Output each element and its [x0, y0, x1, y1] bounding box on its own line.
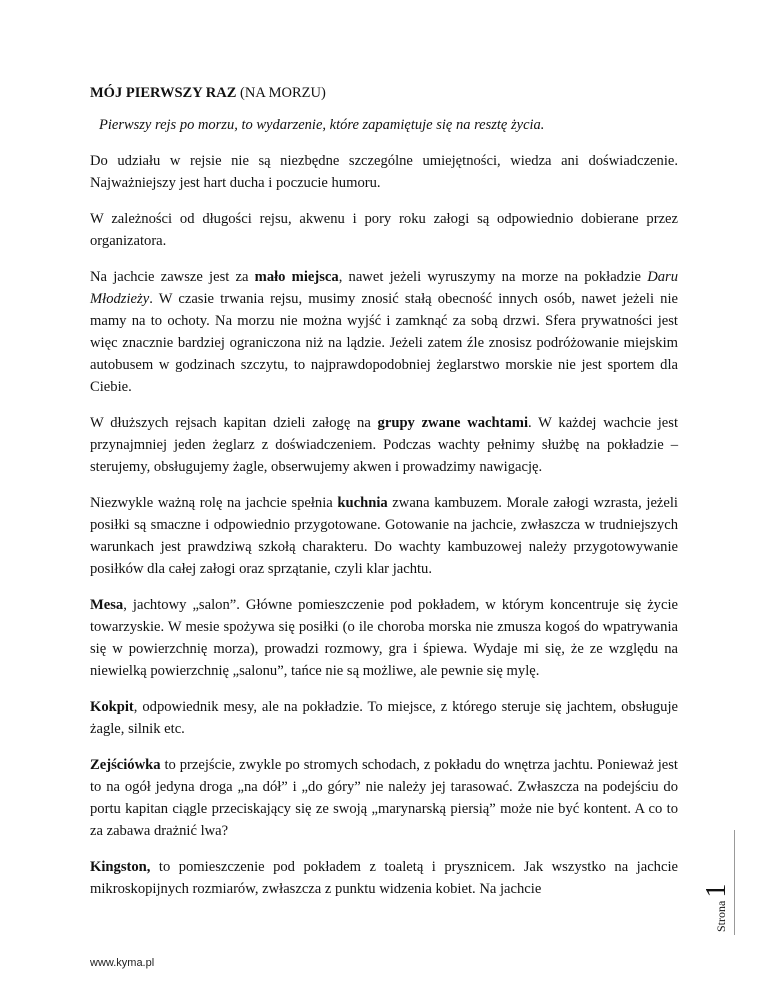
page-label: Strona [714, 900, 728, 932]
document-body [90, 82, 678, 914]
bold-term: mało miejsca [254, 269, 339, 285]
italic-term: Daru Młodzieży [90, 269, 678, 307]
paragraph-mesa: Mesa, jachtowy „salon”. Główne pomieszczenie pod pokładem, w którym koncentruje się życie towarzyskie. W mesie spożywa się posiłki (o ile choroba morska nie zmusza kogoś do wpatrywania się w powierzchnię morza), prowadzi rozmowy, gra i śpiewa. Wydaje mi się, że ze względu na niewielką powierzchnię „salonu”, tańce nie są możliwe, ale pewnie się mylę. [90, 597, 678, 679]
paragraph-watches: W dłuższych rejsach kapitan dzieli załogę na grupy zwane wachtami. W każdej wachcie jest przynajmniej jeden żeglarz z doświadczeniem. Podczas wachty pełnimy służbę na pokładzie – sterujemy, obsługujemy żagle, obserwujemy akwen i prowadzimy nawigację. [90, 415, 679, 475]
title-rest: (NA MORZU) [236, 85, 326, 101]
title-bold: MÓJ PIERWSZY RAZ [90, 85, 237, 101]
bold-term: Kingston, [90, 859, 151, 875]
paragraph-zejsciowka: Zejściówka to przejście, zwykle po stromych schodach, z pokładu do wnętrza jachtu. Ponieważ jest to na ogół jedyna droga „na dół” i „do góry” nie należy jej tarasować. Zwłaszcza na podejściu do portu kapitan ciągle przeciskający się ze swoją „marynarską piersią” może nie być kontent. A co to za zabawa drażnić lwa? [90, 757, 678, 839]
bold-term: grupy zwane wachtami [377, 415, 529, 431]
page-number-divider [734, 830, 735, 935]
paragraph-kokpit: Kokpit, odpowiednik mesy, ale na pokładzie. To miejsce, z którego steruje się jachtem, obsługuje żagle, silnik etc. [90, 699, 678, 737]
bold-term: Mesa [90, 597, 124, 613]
paragraph-intro: Do udziału w rejsie nie są niezbędne szczególne umiejętności, wiedza ani doświadczenie. Najważniejszy jest hart ducha i poczucie humoru. [90, 153, 678, 191]
bold-term: Zejściówka [90, 757, 161, 773]
paragraph-space: Na jachcie zawsze jest za mało miejsca, nawet jeżeli wyruszymy na morze na pokładzie Daru Młodzieży. W czasie trwania rejsu, musimy znosić stałą obecność innych osób, nawet jeżeli nie mamy na to ochoty. Na morzu nie można wyjść i zamknąć za sobą drzwi. Sfera prywatności jest więc znacznie bardziej ograniczona niż na lądzie. Jeżeli zatem źle znosisz podróżowanie miejskim autobusem w godzinach szczytu, to najprawdopodobniej żeglarstwo morskie nie jest sportem dla Ciebie. [90, 269, 678, 395]
bold-term: Kokpit [90, 699, 134, 715]
footer-url: www.kyma.pl [90, 957, 155, 969]
paragraph-kitchen: Niezwykle ważną rolę na jachcie spełnia kuchnia zwana kambuzem. Morale załogi wzrasta, jeżeli posiłki są smaczne i odpowiednio przygotowane. Gotowanie na jachcie, zwłaszcza w trudniejszych warunkach jest prawdziwą szkołą charakteru. Do wachty kambuzowej należy przygotowywanie posiłków dla całej załogi oraz sprzątanie, czyli klar jachtu. [90, 495, 678, 577]
page-number-marker [701, 883, 732, 932]
paragraph-kingston: Kingston, to pomieszczenie pod pokładem z toaletą i prysznicem. Jak wszystko na jachcie mikroskopijnych rozmiarów, zwłaszcza z punktu widzenia kobiet. Na jachcie [90, 859, 678, 897]
subtitle: Pierwszy rejs po morzu, to wydarzenie, które zapamiętuje się na resztę życia. [99, 117, 545, 133]
page-title [90, 82, 678, 104]
page-number: 1 [701, 883, 732, 898]
bold-term: kuchnia [337, 495, 388, 511]
paragraph-crew: W zależności od długości rejsu, akwenu i pory roku załogi są odpowiednio dobierane przez organizatora. [90, 211, 678, 249]
